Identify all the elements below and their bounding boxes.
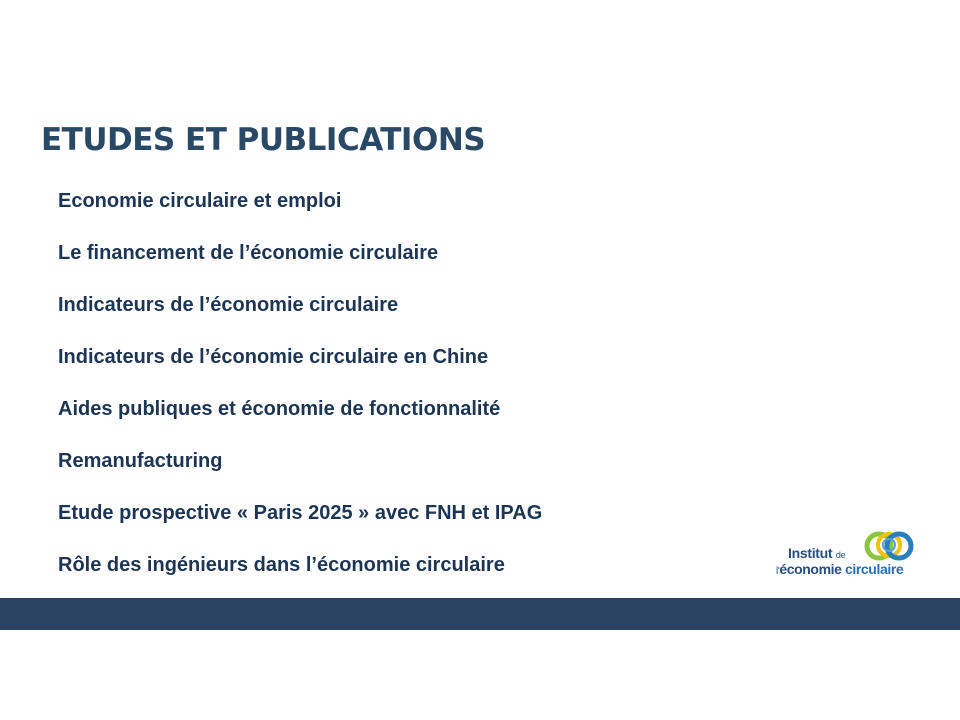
publication-item: Remanufacturing xyxy=(58,450,223,472)
publication-item: Economie circulaire et emploi xyxy=(58,190,342,212)
logo-word-de: de xyxy=(835,550,846,560)
footer-band xyxy=(0,598,960,630)
logo-word-economie: économie xyxy=(779,561,842,577)
logo-line-1 xyxy=(788,546,845,560)
publication-item: Etude prospective « Paris 2025 » avec FNH et IPAG xyxy=(58,502,543,524)
publication-item: Indicateurs de l’économie circulaire en Chine xyxy=(58,346,489,368)
publication-list xyxy=(58,186,542,602)
publication-item: Le financement de l’économie circulaire xyxy=(58,242,439,264)
logo-word-l: l' xyxy=(776,566,780,577)
publication-item: Indicateurs de l’économie circulaire xyxy=(58,294,399,316)
institute-logo xyxy=(776,528,916,584)
publication-item: Rôle des ingénieurs dans l’économie circulaire xyxy=(58,554,505,576)
interlocking-rings-icon xyxy=(862,528,916,564)
logo-word-institut: Institut xyxy=(788,545,833,561)
logo-line-2 xyxy=(776,562,903,577)
slide-title: ETUDES ET PUBLICATIONS xyxy=(41,122,486,158)
logo-word-circulaire: circulaire xyxy=(845,561,904,577)
publication-item: Aides publiques et économie de fonctionnalité xyxy=(58,398,501,420)
